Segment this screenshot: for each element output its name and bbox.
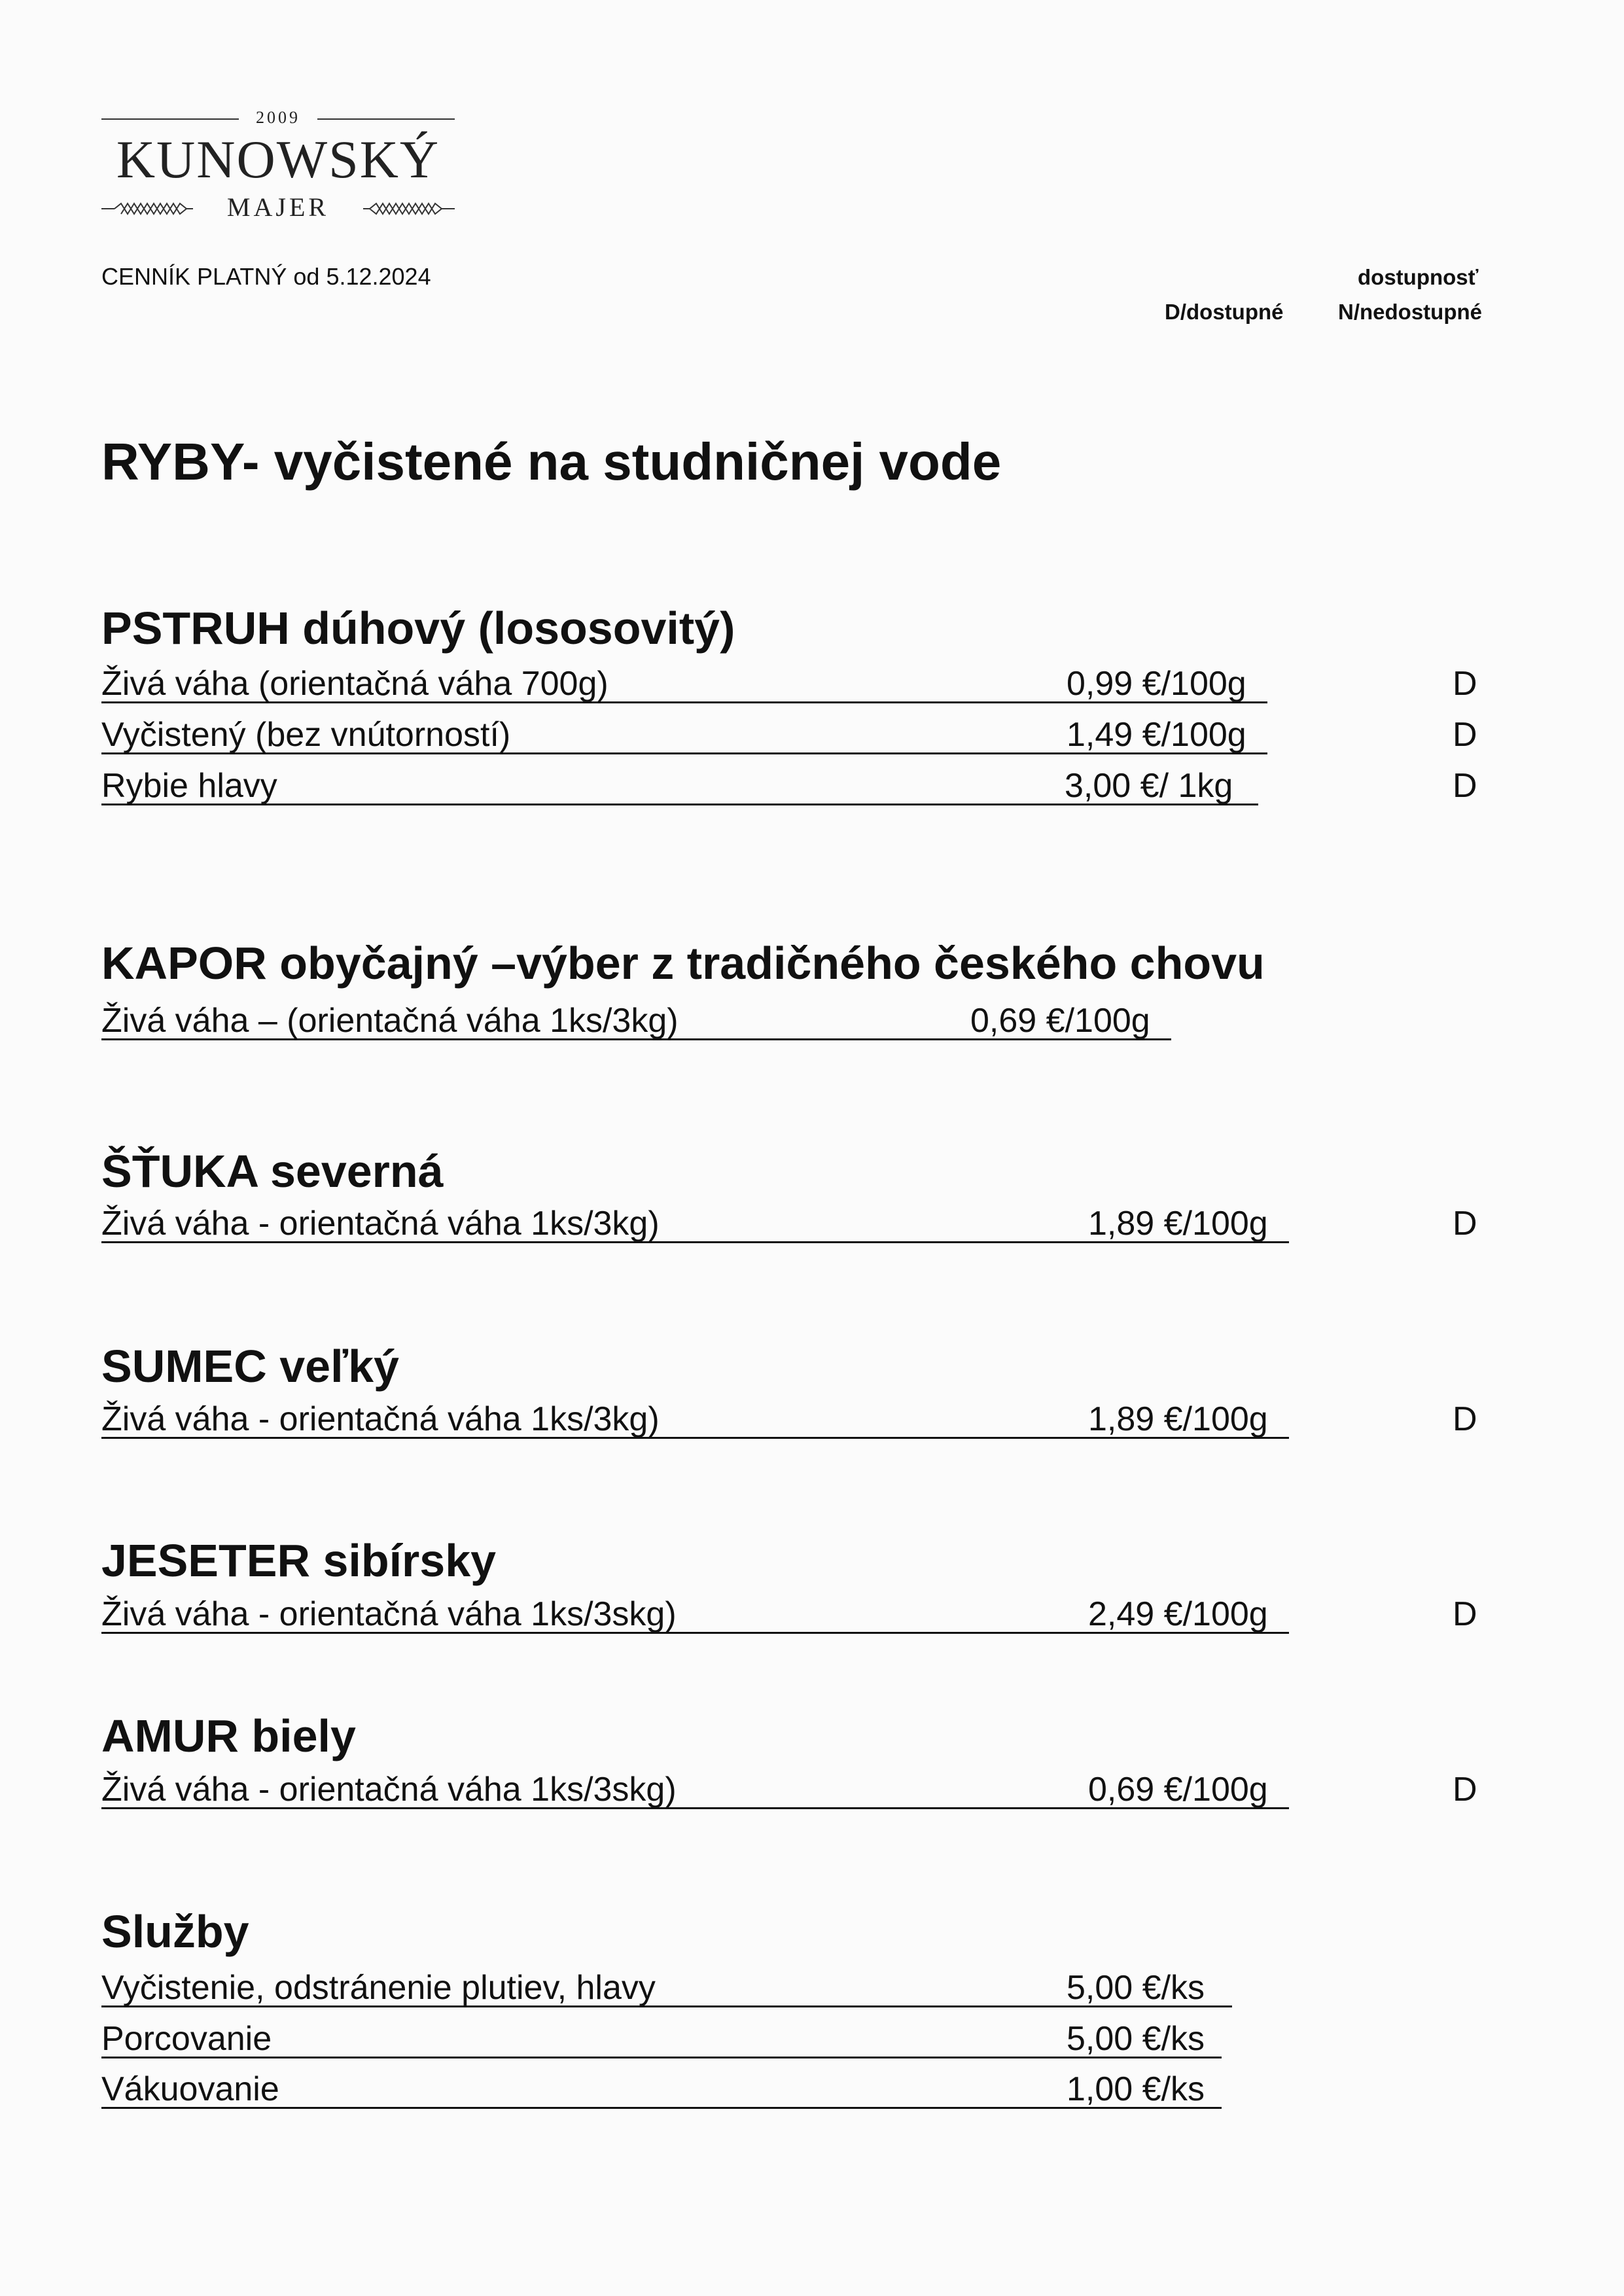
item-price: 0,69 €/100g (970, 1002, 1150, 1040)
item-availability: D (1453, 1771, 1477, 1809)
item-label: Vyčistený (bez vnútorností) (101, 716, 511, 754)
section-title: SUMEC veľký (101, 1341, 399, 1392)
price-row (101, 1968, 1475, 2007)
item-price: 0,69 €/100g (1088, 1771, 1268, 1809)
price-row (101, 1400, 1475, 1439)
item-availability: D (1453, 1595, 1477, 1633)
item-availability: D (1453, 665, 1477, 703)
item-price: 2,49 €/100g (1088, 1595, 1268, 1633)
price-row (101, 1001, 1475, 1040)
logo-brand: KUNOWSKÝ (116, 130, 440, 189)
item-label: Živá váha - orientačná váha 1ks/3skg) (101, 1595, 677, 1633)
item-price: 1,89 €/100g (1088, 1205, 1268, 1243)
logo (101, 108, 455, 232)
item-price: 5,00 €/ks (1067, 2020, 1205, 2058)
section-title: JESETER sibírsky (101, 1535, 497, 1586)
item-price: 3,00 €/ 1kg (1065, 767, 1233, 805)
item-label: Živá váha – (orientačná váha 1ks/3kg) (101, 1002, 679, 1040)
item-label: Živá váha - orientačná váha 1ks/3kg) (101, 1400, 660, 1438)
price-row (101, 2070, 1475, 2109)
item-label: Rybie hlavy (101, 767, 277, 805)
price-row (101, 766, 1475, 805)
legend-title: dostupnosť (1358, 265, 1479, 289)
item-price: 5,00 €/ks (1067, 1969, 1205, 2007)
page-title: RYBY- vyčistené na studničnej vode (101, 433, 1002, 491)
item-label: Vyčistenie, odstránenie plutiev, hlavy (101, 1969, 656, 2007)
item-label: Porcovanie (101, 2020, 272, 2058)
valid-from: CENNÍK PLATNÝ od 5.12.2024 (101, 263, 431, 290)
price-row (101, 1595, 1475, 1634)
section-title: KAPOR obyčajný –výber z tradičného českého chovu (101, 938, 1265, 989)
item-label: Živá váha (orientačná váha 700g) (101, 665, 609, 703)
logo-sub-row (101, 192, 455, 224)
item-label: Živá váha - orientačná váha 1ks/3kg) (101, 1205, 660, 1243)
legend-available: D/dostupné (1165, 300, 1284, 324)
price-row (101, 664, 1475, 703)
item-label: Živá váha - orientačná váha 1ks/3skg) (101, 1771, 677, 1809)
item-availability: D (1453, 716, 1477, 754)
section-title: PSTRUH dúhový (lososovitý) (101, 603, 735, 654)
price-row (101, 715, 1475, 754)
logo-year-row (101, 108, 455, 130)
ornament-right-icon (363, 202, 455, 215)
price-row (101, 2019, 1475, 2058)
item-price: 1,00 €/ks (1067, 2070, 1205, 2108)
logo-sub: MAJER (226, 192, 330, 222)
item-price: 1,89 €/100g (1088, 1400, 1268, 1438)
item-label: Vákuovanie (101, 2070, 279, 2108)
item-price: 1,49 €/100g (1067, 716, 1246, 754)
section-title: ŠŤUKA severná (101, 1146, 444, 1197)
logo-rule-right (317, 118, 455, 120)
legend-unavailable: N/nedostupné (1338, 300, 1482, 324)
section-title: Služby (101, 1906, 249, 1957)
item-availability: D (1453, 767, 1477, 805)
price-row (101, 1204, 1475, 1243)
item-availability: D (1453, 1205, 1477, 1243)
price-row (101, 1770, 1475, 1809)
logo-year: 2009 (256, 108, 300, 127)
item-availability: D (1453, 1400, 1477, 1438)
section-title: AMUR biely (101, 1710, 356, 1761)
item-price: 0,99 €/100g (1067, 665, 1246, 703)
